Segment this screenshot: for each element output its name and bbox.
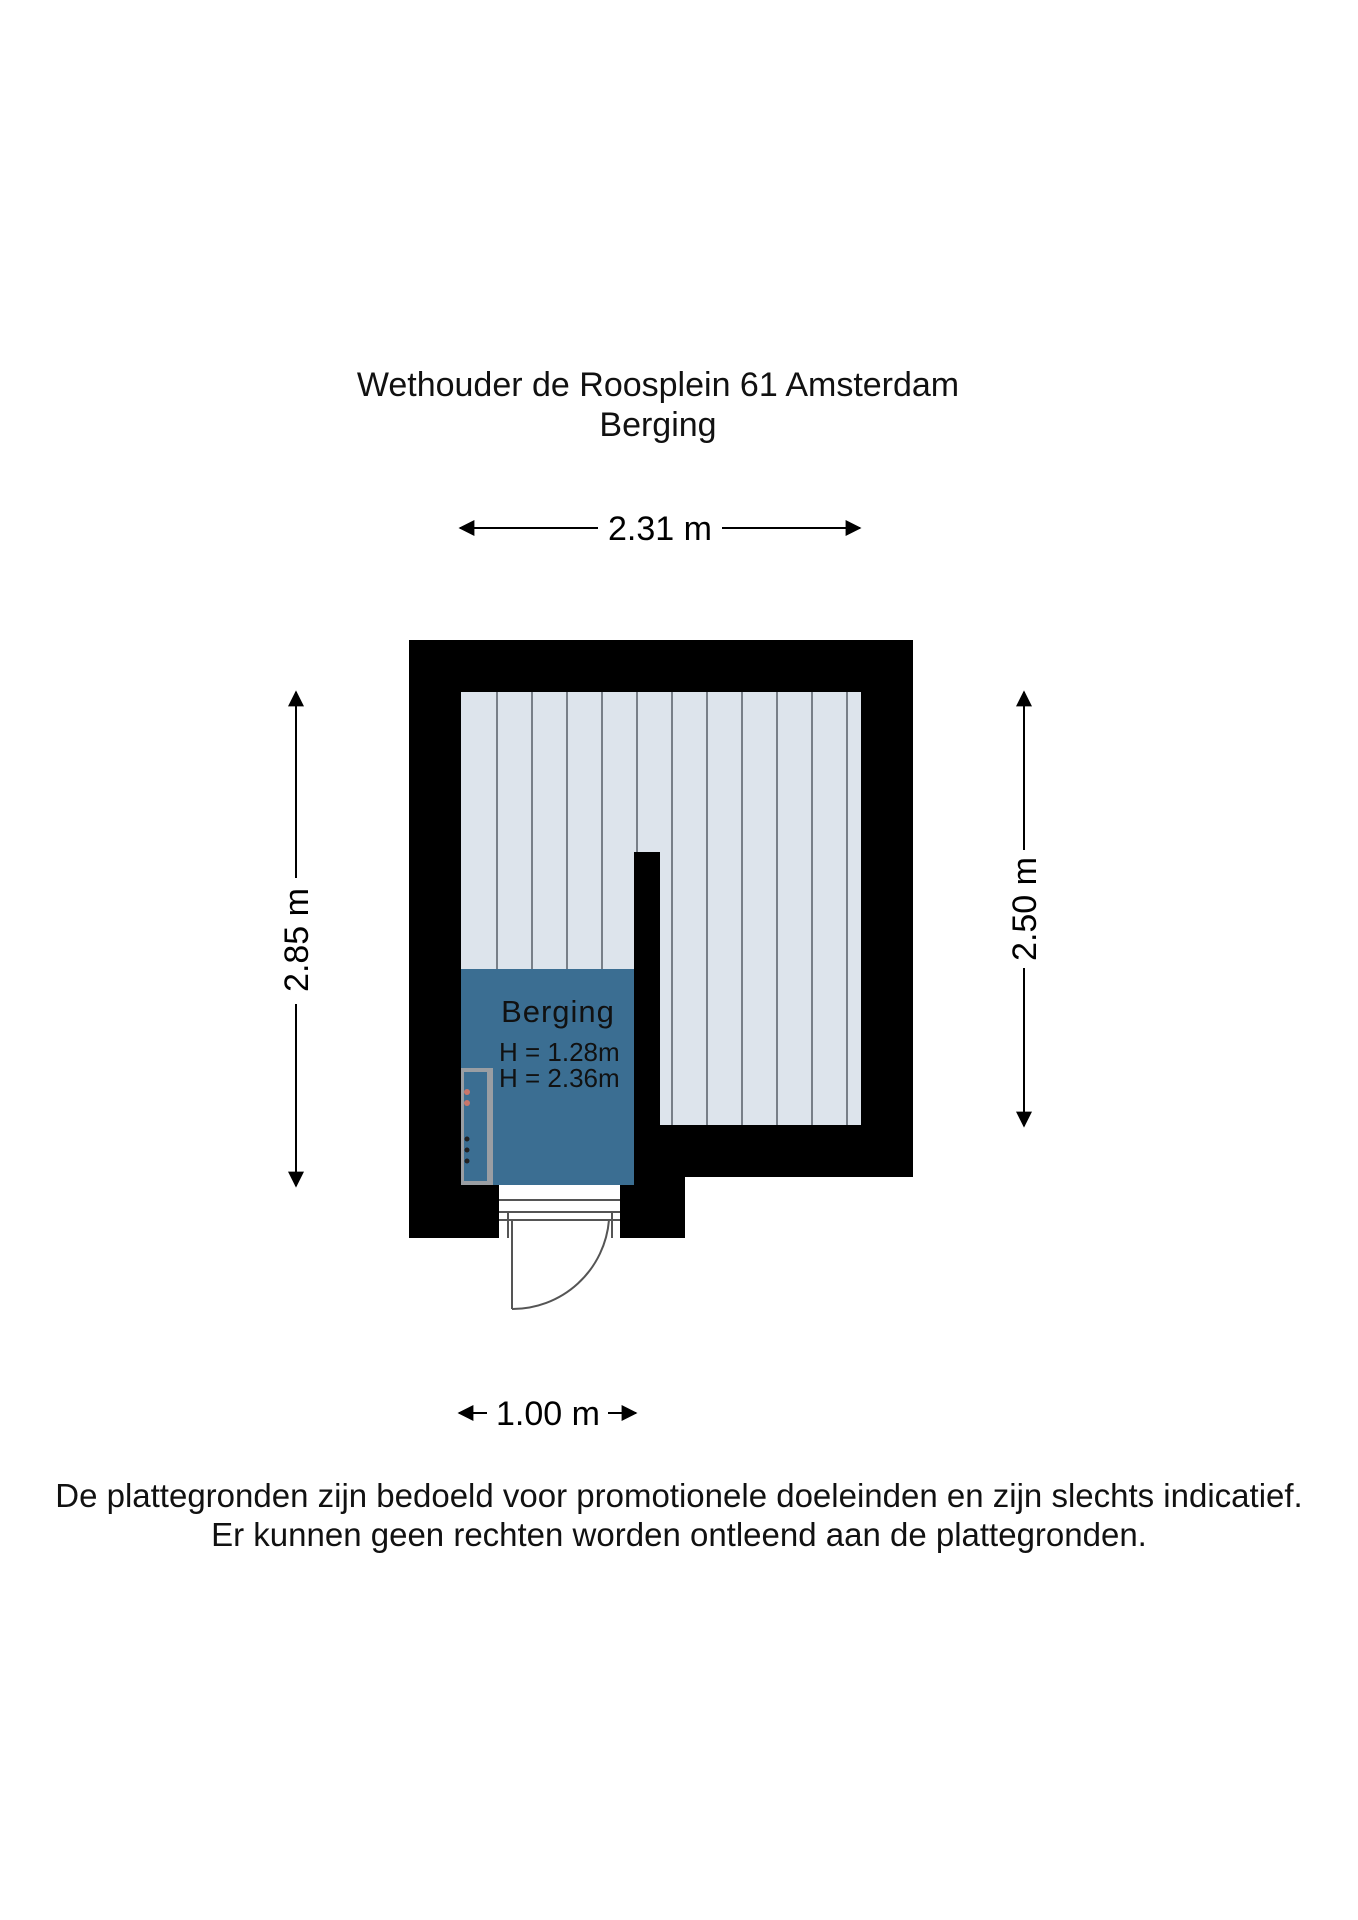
meter-cabinet-icon bbox=[461, 1068, 493, 1185]
ceiling-right bbox=[660, 692, 861, 1125]
disclaimer-line-2: Er kunnen geen rechten worden ontleend aan de plattegronden. bbox=[211, 1516, 1147, 1553]
cabinet-dot bbox=[465, 1137, 470, 1142]
address-line: Wethouder de Roosplein 61 Amsterdam bbox=[356, 366, 960, 404]
room-label: Berging bbox=[501, 994, 615, 1029]
disclaimer bbox=[0, 1476, 1358, 1554]
door bbox=[499, 1185, 620, 1309]
room-height-high: H = 2.36m bbox=[499, 1063, 620, 1093]
inner-wall-bottom bbox=[634, 1125, 861, 1177]
floor-name: Berging bbox=[599, 406, 717, 444]
dimension-left bbox=[278, 692, 316, 1186]
dimension-label: 1.00 m bbox=[496, 1395, 600, 1433]
cabinet-dot bbox=[465, 1159, 470, 1164]
dimension-right bbox=[1006, 692, 1044, 1126]
dimension-door bbox=[459, 1395, 636, 1433]
dimension-label: 2.50 m bbox=[1006, 857, 1044, 961]
cabinet-dot bbox=[465, 1148, 470, 1153]
room-height-low: H = 1.28m bbox=[499, 1037, 620, 1067]
cabinet-panel bbox=[464, 1072, 487, 1181]
cabinet-dot bbox=[464, 1100, 470, 1106]
dimension-top bbox=[460, 510, 860, 548]
disclaimer-line-1: De plattegronden zijn bedoeld voor promotionele doeleinden en zijn slechts indicatief. bbox=[55, 1477, 1303, 1514]
dimension-label: 2.85 m bbox=[278, 888, 316, 992]
cabinet-dot bbox=[464, 1089, 470, 1095]
dimension-label: 2.31 m bbox=[608, 510, 712, 548]
